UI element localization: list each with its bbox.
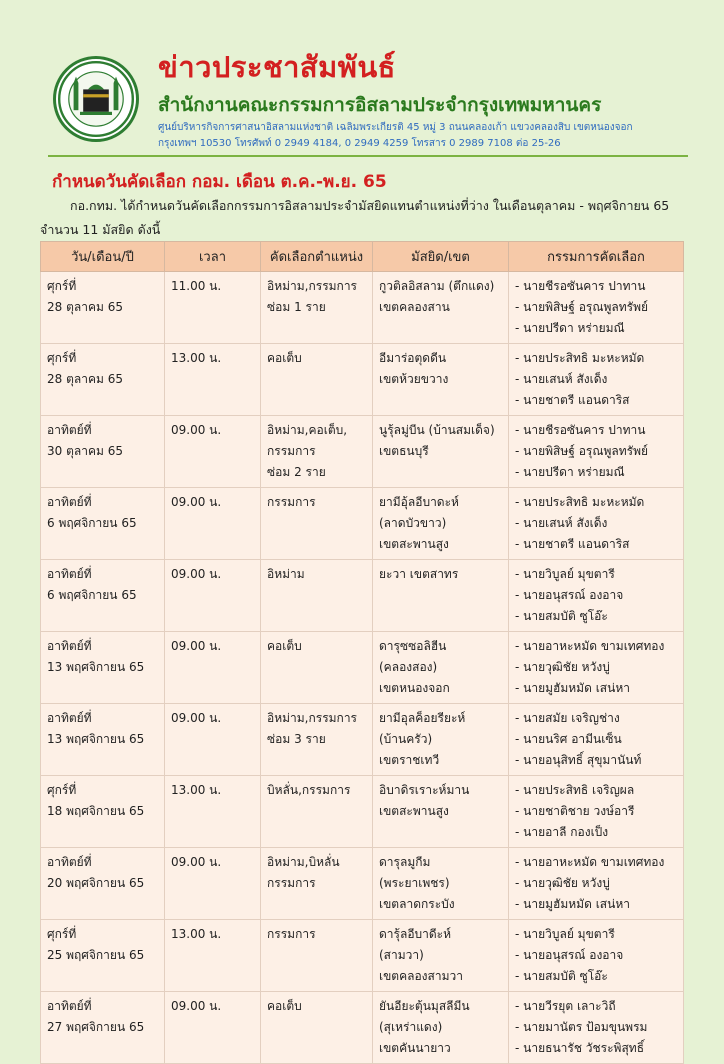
cell-mosque (373, 704, 509, 776)
cell-mosque-line: เขตห้วยขวาง (379, 372, 449, 386)
cell-committee-line: - นายเสนห์ สังเด็ง (515, 372, 608, 386)
cell-committee-line: - นายประสิทธิ เจริญผล (515, 783, 635, 797)
cell-mosque (373, 992, 509, 1064)
cell-position-line: อิหม่าม,บิหลั่น (267, 855, 340, 869)
cell-date (41, 992, 165, 1064)
cell-position (261, 488, 373, 560)
table-body (41, 272, 684, 1064)
cell-date-line: 20 พฤศจิกายน 65 (47, 876, 145, 890)
cell-date (41, 560, 165, 632)
cell-date-line: อาทิตย์ที่ (47, 855, 92, 869)
cell-time (165, 848, 261, 920)
cell-committee-line: - นายวุฒิชัย หวังบู่ (515, 876, 610, 890)
table-row (41, 920, 684, 992)
cell-position (261, 920, 373, 992)
cell-mosque (373, 920, 509, 992)
cell-time-text: 13.00 น. (171, 783, 222, 797)
cell-committee (509, 920, 684, 992)
cell-position (261, 416, 373, 488)
cell-time (165, 992, 261, 1064)
header-date: วัน/เดือน/ปี (41, 242, 165, 272)
cell-date (41, 272, 165, 344)
cell-mosque-line: นูรุ้ลมู่บีน (บ้านสมเด็จ) (379, 423, 495, 437)
cell-committee-line: - นายอนุสรณ์ องอาจ (515, 948, 624, 962)
cell-committee (509, 632, 684, 704)
cell-committee (509, 488, 684, 560)
cell-position (261, 560, 373, 632)
cell-time-text: 09.00 น. (171, 999, 222, 1013)
cell-time (165, 632, 261, 704)
cell-mosque-line: (ลาดบัวขาว) (379, 516, 447, 530)
cell-date-line: อาทิตย์ที่ (47, 567, 92, 581)
cell-time-text: 09.00 น. (171, 639, 222, 653)
organization-logo (53, 56, 139, 142)
cell-mosque-line: เขตสะพานสูง (379, 537, 449, 551)
cell-committee-line: - นายอนุสรณ์ องอาจ (515, 588, 624, 602)
cell-mosque (373, 632, 509, 704)
cell-date-line: 18 พฤศจิกายน 65 (47, 804, 145, 818)
cell-position-line: ซ่อม 2 ราย (267, 465, 326, 479)
cell-date-line: 27 พฤศจิกายน 65 (47, 1020, 145, 1034)
cell-committee-line: - นายมูฮัมหมัด เสน่หา (515, 681, 630, 695)
cell-committee-line: - นายปรีดา หร่ายมณี (515, 465, 625, 479)
cell-mosque-line: กูวติลอิสลาม (ตึกแดง) (379, 279, 495, 293)
cell-mosque-line: เขตราชเทวี (379, 753, 440, 767)
cell-position (261, 344, 373, 416)
cell-committee (509, 560, 684, 632)
cell-mosque-line: ดารุซซอลิฮีน (379, 639, 447, 653)
cell-committee-line: - นายวิบูลย์ มุขตารี (515, 567, 615, 581)
cell-position-line: ซ่อม 1 ราย (267, 300, 326, 314)
header (48, 44, 688, 154)
cell-committee-line: - นายวีรยุต เลาะวิถี (515, 999, 616, 1013)
cell-committee-line: - นายชีรอซันคาร ปาทาน (515, 279, 646, 293)
cell-position (261, 704, 373, 776)
cell-mosque-line: ดารุ้ลอีบาดีะห์ (379, 927, 452, 941)
cell-mosque-line: ยามีอุลค็อยรียะห์ (379, 711, 466, 725)
table-row (41, 416, 684, 488)
cell-position-line: อิหม่าม,กรรมการ (267, 279, 358, 293)
cell-time (165, 344, 261, 416)
header-position: คัดเลือกตำแหน่ง (261, 242, 373, 272)
cell-position-line: คอเต็บ (267, 351, 302, 365)
cell-time (165, 560, 261, 632)
intro-line-2: จำนวน 11 มัสยิด ดังนี้ (40, 222, 161, 237)
cell-date (41, 344, 165, 416)
cell-date-line: 28 ตุลาคม 65 (47, 372, 123, 386)
cell-committee (509, 776, 684, 848)
cell-date (41, 704, 165, 776)
cell-committee (509, 992, 684, 1064)
cell-mosque (373, 560, 509, 632)
cell-date-line: ศุกร์ที่ (47, 351, 77, 365)
cell-committee-line: - นายนริศ อามีนเซ็น (515, 732, 622, 746)
cell-committee-line: - นายมูฮัมหมัด เสน่หา (515, 897, 630, 911)
cell-committee-line: - นายเสนห์ สังเด็ง (515, 516, 608, 530)
cell-mosque-line: ดารุลมูกีม (379, 855, 431, 869)
cell-mosque-line: (บ้านครัว) (379, 732, 433, 746)
cell-date-line: 28 ตุลาคม 65 (47, 300, 123, 314)
cell-mosque-line: เขตคันนายาว (379, 1041, 451, 1055)
cell-mosque-line: ยามีอุ้ลอีบาดะห์ (379, 495, 459, 509)
cell-committee-line: - นายอาหะหมัด ขามเทศทอง (515, 639, 665, 653)
cell-committee-line: - นายสมบัติ ซูโอ๊ะ (515, 609, 608, 623)
cell-date-line: 6 พฤศจิกายน 65 (47, 516, 137, 530)
cell-time (165, 488, 261, 560)
cell-time-text: 09.00 น. (171, 567, 222, 581)
cell-date (41, 920, 165, 992)
cell-mosque-line: (สุเหร่าแดง) (379, 1020, 443, 1034)
cell-mosque-line: ยันอียะตุ้นมุสลีมีน (379, 999, 470, 1013)
cell-position-line: อิหม่าม,กรรมการ (267, 711, 358, 725)
cell-mosque-line: เขตลาดกระบัง (379, 897, 455, 911)
cell-mosque (373, 488, 509, 560)
cell-mosque (373, 272, 509, 344)
cell-date-line: อาทิตย์ที่ (47, 495, 92, 509)
cell-position (261, 992, 373, 1064)
cell-date (41, 776, 165, 848)
table-row (41, 632, 684, 704)
cell-committee (509, 848, 684, 920)
cell-committee-line: - นายสมบัติ ซูโอ๊ะ (515, 969, 608, 983)
kaaba-logo-icon (56, 59, 136, 139)
cell-date-line: ศุกร์ที่ (47, 279, 77, 293)
table-row (41, 488, 684, 560)
cell-mosque-line: เขตคลองสามวา (379, 969, 463, 983)
cell-position-line: ซ่อม 3 ราย (267, 732, 326, 746)
address-line-1: ศูนย์บริหารกิจการศาสนาอิสลามแห่งชาติ เฉลิมพระเกียรติ 45 หมู่ 3 ถนนคลองเก้า แขวงคลองสิบ เขตหนองจอก (158, 122, 633, 133)
header-mosque: มัสยิด/เขต (373, 242, 509, 272)
cell-committee-line: - นายประสิทธิ มะหะหมัด (515, 495, 645, 509)
cell-date-line: 13 พฤศจิกายน 65 (47, 732, 145, 746)
cell-mosque (373, 344, 509, 416)
cell-mosque (373, 848, 509, 920)
cell-time-text: 09.00 น. (171, 711, 222, 725)
cell-committee-line: - นายพิสิษฐ์ อรุณพูลทรัพย์ (515, 444, 649, 458)
cell-committee-line: - นายพิสิษฐ์ อรุณพูลทรัพย์ (515, 300, 649, 314)
cell-committee-line: - นายชาตรี แอนดาริส (515, 393, 630, 407)
schedule-table (40, 241, 684, 1064)
cell-position (261, 848, 373, 920)
cell-committee-line: - นายอาหะหมัด ขามเทศทอง (515, 855, 665, 869)
cell-position-line: อิหม่าม (267, 567, 305, 581)
cell-time-text: 09.00 น. (171, 495, 222, 509)
address-line-2: กรุงเทพฯ 10530 โทรศัพท์ 0 2949 4184, 0 2949 4259 โทรสาร 0 2989 7108 ต่อ 25-26 (158, 138, 561, 149)
cell-date (41, 416, 165, 488)
cell-committee-line: - นายชาตรี แอนดาริส (515, 537, 630, 551)
header-time: เวลา (165, 242, 261, 272)
table-row (41, 992, 684, 1064)
table-row (41, 560, 684, 632)
header-committee: กรรมการคัดเลือก (509, 242, 684, 272)
cell-committee-line: - นายวุฒิชัย หวังบู่ (515, 660, 610, 674)
table-row (41, 776, 684, 848)
cell-committee (509, 272, 684, 344)
table-row (41, 344, 684, 416)
cell-time (165, 776, 261, 848)
cell-committee-line: - นายธนารัช วัชระพิสุทธิ์ (515, 1041, 645, 1055)
cell-date-line: 25 พฤศจิกายน 65 (47, 948, 145, 962)
cell-date-line: ศุกร์ที่ (47, 783, 77, 797)
cell-mosque-line: เขตธนบุรี (379, 444, 429, 458)
cell-committee (509, 704, 684, 776)
cell-time (165, 920, 261, 992)
cell-committee (509, 416, 684, 488)
news-title: ข่าวประชาสัมพันธ์ (158, 50, 396, 84)
cell-time (165, 416, 261, 488)
cell-committee-line: - นายปรีดา หร่ายมณี (515, 321, 625, 335)
cell-mosque (373, 776, 509, 848)
cell-position-line: กรรมการ (267, 876, 316, 890)
header-divider (48, 155, 688, 157)
cell-date-line: อาทิตย์ที่ (47, 711, 92, 725)
cell-date-line: 13 พฤศจิกายน 65 (47, 660, 145, 674)
cell-time-text: 11.00 น. (171, 279, 222, 293)
cell-mosque-line: เขตหนองจอก (379, 681, 450, 695)
table-row (41, 704, 684, 776)
cell-committee-line: - นายประสิทธิ มะหะหมัด (515, 351, 645, 365)
cell-date-line: อาทิตย์ที่ (47, 423, 92, 437)
cell-committee-line: - นายอาลี กองเป็ง (515, 825, 609, 839)
cell-committee-line: - นายชีรอซันคาร ปาทาน (515, 423, 646, 437)
organization-name: สำนักงานคณะกรรมการอิสลามประจำกรุงเทพมหานคร (158, 94, 602, 116)
cell-position (261, 776, 373, 848)
cell-mosque-line: ยะวา เขตสาทร (379, 567, 459, 581)
cell-position (261, 272, 373, 344)
cell-position-line: บิหลั่น,กรรมการ (267, 783, 351, 797)
cell-time-text: 09.00 น. (171, 855, 222, 869)
cell-committee (509, 344, 684, 416)
cell-time (165, 272, 261, 344)
cell-mosque-line: (พระยาเพชร) (379, 876, 450, 890)
cell-mosque (373, 416, 509, 488)
cell-committee-line: - นายวิบูลย์ มุขตารี (515, 927, 615, 941)
cell-mosque-line: เขตสะพานสูง (379, 804, 449, 818)
cell-date (41, 488, 165, 560)
table-row (41, 848, 684, 920)
cell-time-text: 13.00 น. (171, 927, 222, 941)
cell-position (261, 632, 373, 704)
cell-date-line: ศุกร์ที่ (47, 927, 77, 941)
cell-date-line: อาทิตย์ที่ (47, 999, 92, 1013)
cell-date-line: อาทิตย์ที่ (47, 639, 92, 653)
cell-date (41, 848, 165, 920)
cell-position-line: อิหม่าม,คอเต็บ, (267, 423, 348, 437)
intro-line-1: กอ.กทม. ได้กำหนดวันคัดเลือกกรรมการอิสลามประจำมัสยิดแทนตำแหน่งที่ว่าง ในเดือนตุลาคม - พฤศจิกายน 65 (70, 198, 670, 213)
cell-position-line: กรรมการ (267, 444, 316, 458)
cell-time-text: 09.00 น. (171, 423, 222, 437)
cell-date (41, 632, 165, 704)
cell-date-line: 30 ตุลาคม 65 (47, 444, 123, 458)
cell-mosque-line: (คลองสอง) (379, 660, 438, 674)
cell-position-line: กรรมการ (267, 927, 316, 941)
cell-position-line: คอเต็บ (267, 639, 302, 653)
cell-mosque-line: เขตคลองสาน (379, 300, 450, 314)
cell-mosque-line: อิบาดิรเราะห์มาน (379, 783, 470, 797)
cell-time (165, 704, 261, 776)
cell-time-text: 13.00 น. (171, 351, 222, 365)
cell-date-line: 6 พฤศจิกายน 65 (47, 588, 137, 602)
cell-position-line: คอเต็บ (267, 999, 302, 1013)
cell-committee-line: - นายสมัย เจริญช่าง (515, 711, 620, 725)
table-header-row (41, 242, 684, 272)
schedule-heading: กำหนดวันคัดเลือก กอม. เดือน ต.ค.-พ.ย. 65 (52, 172, 387, 192)
cell-position-line: กรรมการ (267, 495, 316, 509)
cell-committee-line: - นายมานัตร ป้อมขุนพรม (515, 1020, 648, 1034)
cell-mosque-line: อีมาร่อตุดดีน (379, 351, 447, 365)
cell-committee-line: - นายชาติชาย วงษ์อารี (515, 804, 635, 818)
cell-mosque-line: (สามวา) (379, 948, 424, 962)
table-row (41, 272, 684, 344)
cell-committee-line: - นายอนุสิทธิ์ สุขุมานันท์ (515, 753, 642, 767)
